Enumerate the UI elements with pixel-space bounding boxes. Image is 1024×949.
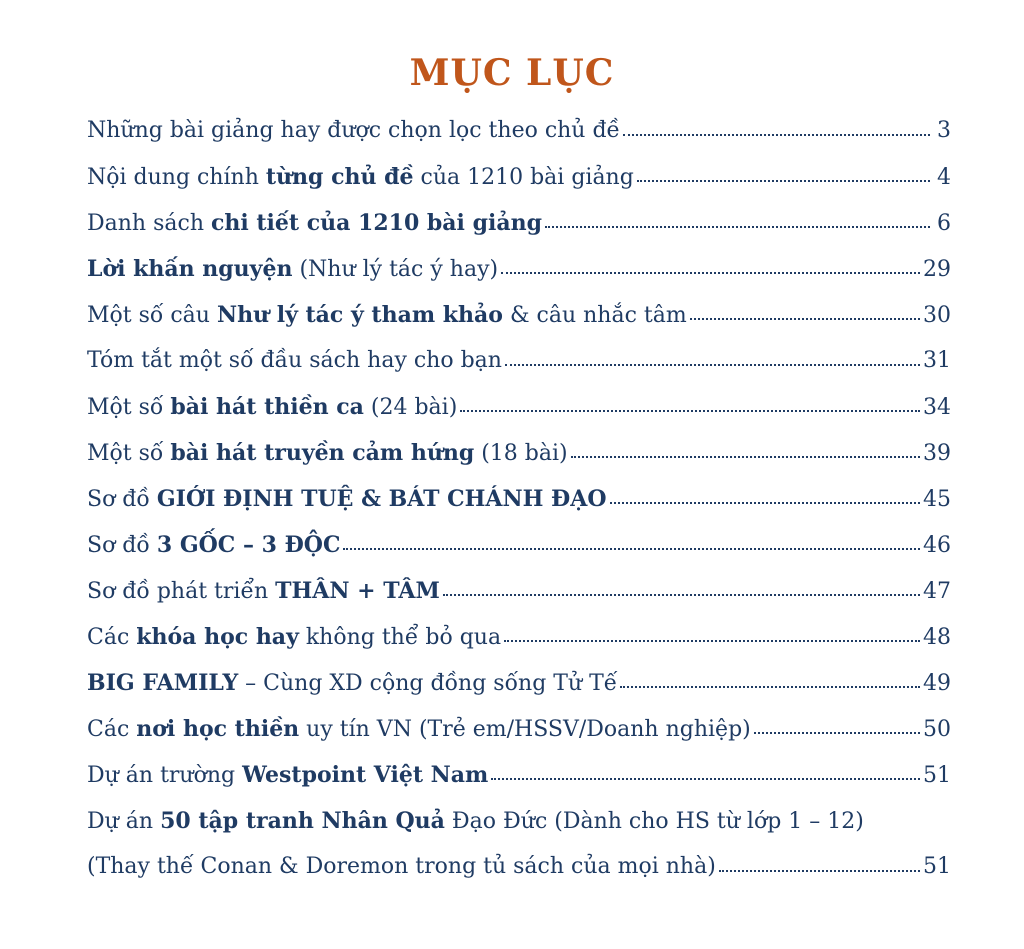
toc-page-number: 48 xyxy=(923,625,951,650)
dot-leader xyxy=(443,594,920,596)
toc-entry-title xyxy=(87,660,617,707)
toc-entry-text: Một số câu xyxy=(87,303,217,328)
toc-entry-text: Những bài giảng hay được chọn lọc theo chủ đề xyxy=(87,118,621,143)
dot-leader xyxy=(501,272,920,274)
toc-entry[interactable] xyxy=(87,614,951,660)
toc-entry-text: Các xyxy=(87,625,137,650)
toc-entry[interactable] xyxy=(87,522,951,568)
toc-entry[interactable] xyxy=(87,384,951,430)
toc-entry-text: & câu nhắc tâm xyxy=(502,303,687,328)
toc-page-number: 4 xyxy=(937,165,951,190)
toc-entry-text: Dự án xyxy=(87,809,161,834)
toc-entry-bold-text: từng chủ đề xyxy=(265,164,414,190)
toc-entry-text: Một số xyxy=(87,395,171,420)
toc-entry-title xyxy=(87,614,501,661)
toc-entry-text: Dự án trường xyxy=(87,763,243,788)
toc-entry-bold-text: 3 GỐC – 3 ĐỘC xyxy=(156,532,341,558)
toc-entry-text: – Cùng XD cộng đồng sống Tử Tế xyxy=(238,671,618,696)
toc-entry-title xyxy=(87,706,751,753)
toc-entry-bold-text: bài hát thiền ca xyxy=(170,394,364,420)
dot-leader xyxy=(620,686,920,688)
toc-entry-multiline[interactable] xyxy=(87,798,951,890)
toc-entry[interactable] xyxy=(87,292,951,338)
toc-entry-title xyxy=(87,338,502,384)
dot-leader xyxy=(637,180,930,182)
toc-page-number: 39 xyxy=(923,441,951,466)
toc-entry-bold-text: Westpoint Việt Nam xyxy=(242,762,489,788)
dot-leader xyxy=(571,456,920,458)
page-title: MỤC LỤC xyxy=(409,52,615,94)
dot-leader xyxy=(754,732,920,734)
toc-entry-title xyxy=(87,384,457,431)
toc-entry-bold-text: GIỚI ĐỊNH TUỆ & BÁT CHÁNH ĐẠO xyxy=(156,486,607,512)
toc-entry[interactable] xyxy=(87,706,951,752)
toc-entry-title xyxy=(87,200,542,247)
toc-entry[interactable] xyxy=(87,338,951,384)
toc-entry[interactable] xyxy=(87,476,951,522)
toc-page-number: 6 xyxy=(937,211,951,236)
toc-entry-text: Sơ đồ phát triển xyxy=(87,579,276,604)
toc-entry-title-line1 xyxy=(87,798,951,844)
dot-leader xyxy=(610,502,920,504)
toc-entry-bold-text: khóa học hay xyxy=(136,624,299,650)
toc-entry-text: uy tín VN (Trẻ em/HSSV/Doanh nghiệp) xyxy=(299,717,751,742)
toc-entry-text: (18 bài) xyxy=(474,441,568,466)
toc-page-number: 47 xyxy=(923,579,951,604)
table-of-contents xyxy=(87,108,951,890)
toc-page-number: 51 xyxy=(923,854,951,879)
dot-leader xyxy=(623,134,930,136)
dot-leader xyxy=(343,548,920,550)
toc-page-number: 29 xyxy=(923,257,951,282)
toc-entry-title xyxy=(87,476,607,523)
toc-entry-bold-text: THÂN + TÂM xyxy=(275,578,440,604)
toc-entry-title xyxy=(87,108,620,154)
toc-entry-title xyxy=(87,154,634,201)
toc-entry[interactable] xyxy=(87,154,951,200)
toc-entry-title xyxy=(87,430,568,477)
toc-entry-bold-text: Như lý tác ý tham khảo xyxy=(216,302,503,328)
toc-entry-text: Danh sách xyxy=(87,211,211,236)
toc-entry-bold-text: bài hát truyền cảm hứng xyxy=(170,440,475,466)
toc-entry-title xyxy=(87,246,498,293)
toc-entry-text: của 1210 bài giảng xyxy=(413,165,634,190)
toc-entry-title xyxy=(87,292,687,339)
dot-leader xyxy=(690,318,920,320)
toc-entry[interactable] xyxy=(87,430,951,476)
toc-entry-text: Sơ đồ xyxy=(87,487,157,512)
toc-entry-bold-text: nơi học thiền xyxy=(136,716,300,742)
toc-entry-text: Các xyxy=(87,717,137,742)
toc-entry[interactable] xyxy=(87,752,951,798)
toc-page-number: 31 xyxy=(923,348,951,373)
toc-entry-text: không thể bỏ qua xyxy=(298,625,502,650)
toc-entry[interactable] xyxy=(87,660,951,706)
dot-leader xyxy=(460,410,920,412)
toc-entry-text: Sơ đồ xyxy=(87,533,157,558)
toc-entry[interactable] xyxy=(87,108,951,154)
toc-entry-text: (Thay thế Conan & Doremon trong tủ sách của mọi nhà) xyxy=(87,854,716,879)
toc-page-number: 3 xyxy=(937,118,951,143)
toc-entry-bold-text: Lời khấn nguyện xyxy=(87,256,293,282)
dot-leader xyxy=(491,778,920,780)
toc-page-number: 45 xyxy=(923,487,951,512)
toc-entry-title xyxy=(87,522,340,569)
toc-page-number: 30 xyxy=(923,303,951,328)
toc-entry-title xyxy=(87,844,716,890)
toc-entry-text: Đạo Đức (Dành cho HS từ lớp 1 – 12) xyxy=(444,809,864,834)
toc-entry-bold-text: 50 tập tranh Nhân Quả xyxy=(160,808,445,834)
toc-page-number: 34 xyxy=(923,395,951,420)
toc-page-number: 49 xyxy=(923,671,951,696)
dot-leader xyxy=(505,364,920,366)
dot-leader xyxy=(719,870,920,872)
dot-leader xyxy=(545,226,930,228)
toc-entry-text: Nội dung chính xyxy=(87,165,266,190)
toc-page-number: 46 xyxy=(923,533,951,558)
toc-entry-text: (24 bài) xyxy=(363,395,458,420)
toc-entry-text: (Như lý tác ý hay) xyxy=(292,257,499,282)
toc-entry[interactable] xyxy=(87,568,951,614)
toc-entry-title xyxy=(87,752,488,799)
toc-entry-text: Một số xyxy=(87,441,171,466)
dot-leader xyxy=(504,640,920,642)
toc-page-number: 50 xyxy=(923,717,951,742)
toc-entry-bold-text: BIG FAMILY xyxy=(87,670,239,696)
toc-entry[interactable] xyxy=(87,844,951,890)
toc-entry-bold-text: chi tiết của 1210 bài giảng xyxy=(210,210,542,236)
toc-entry-text: Tóm tắt một số đầu sách hay cho bạn xyxy=(87,348,502,373)
toc-entry[interactable] xyxy=(87,200,951,246)
toc-entry[interactable] xyxy=(87,246,951,292)
toc-entry-title xyxy=(87,568,440,615)
toc-page-number: 51 xyxy=(923,763,951,788)
